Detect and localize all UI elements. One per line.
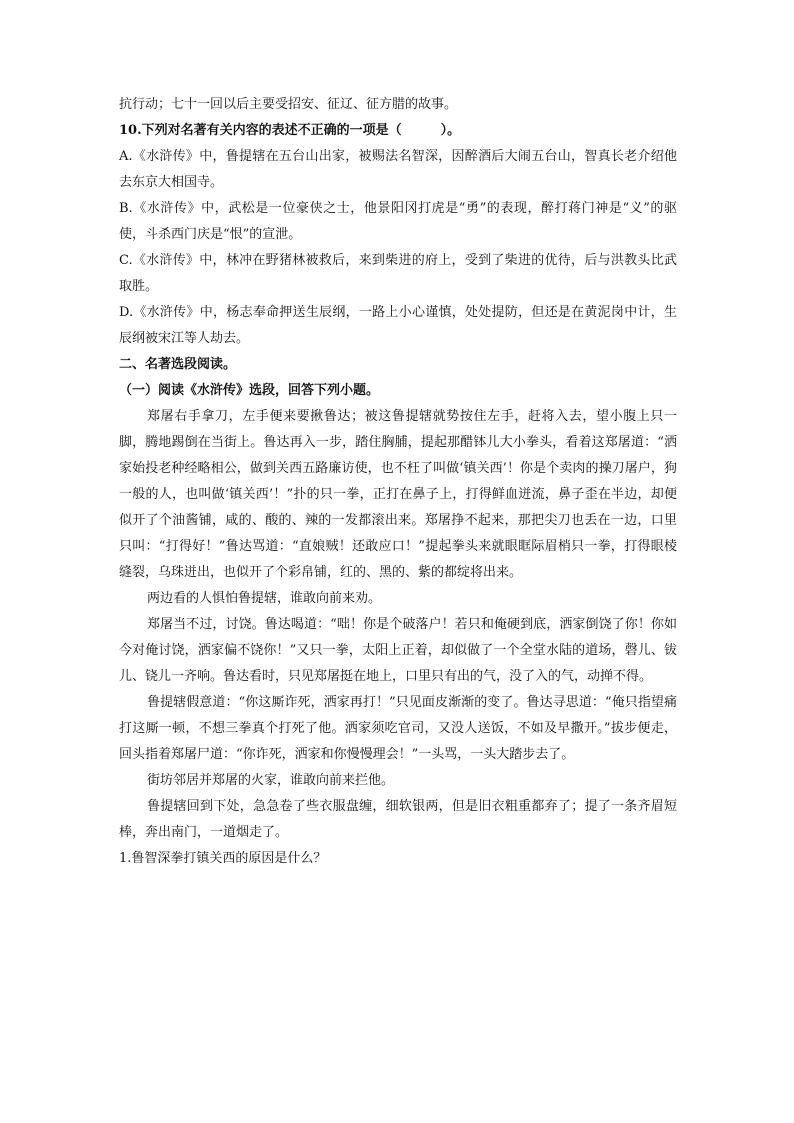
document-page [119,92,677,872]
section-2-heading: 二、名著选段阅读。 [119,357,237,372]
question-10-title: 10.下列对名著有关内容的表述不正确的一项是（ ）。 [119,123,461,138]
option-a: A.《水浒传》中，鲁提辖在五台山出家，被赐法名智深，因醉酒后大闹五台山，智真长老介绍他去东京大相国寺。 [119,149,677,190]
option-d: D.《水浒传》中，杨志奉命押送生辰纲，一路上小心谨慎，处处提防，但还是在黄泥岗中计，生辰纲被宋江等人劫去。 [119,305,677,346]
passage-paragraph-3: 郑屠当不过，讨饶。鲁达喝道：“咄！你是个破落户！若只和俺硬到底，洒家倒饶了你！你如今对俺讨饶，洒家偏不饶你！”又只一拳，太阳上正着，却似做了一个全堂水陆的道场，磬儿、钹儿、铙儿一齐响。鲁达看时，只见郑屠挺在地上，口里只有出的气，没了入的气，动掸不得。 [119,617,677,684]
passage-paragraph-1: 郑屠右手拿刀，左手便来要揪鲁达；被这鲁提辖就势按住左手，赶将入去，望小腹上只一脚，腾地踢倒在当街上。鲁达再入一步，踏住胸脯，提起那醋钵儿大小拳头，看着这郑屠道：“洒家始投老种经略相公，做到关西五路廉访使，也不枉了叫做‘镇关西’！你是个卖肉的操刀屠户，狗一般的人，也叫做‘镇关西’！”扑的只一拳，正打在鼻子上，打得鲜血迸流，鼻子歪在半边，却便似开了个油酱铺，咸的、酸的、辣的一发都滚出来。郑屠挣不起来，那把尖刀也丢在一边，口里只叫：“打得好！”鲁达骂道：“直娘贼！还敢应口！”提起拳头来就眼眶际眉梢只一拳，打得眼棱缝裂，乌珠迸出，也似开了个彩帛铺，红的、黑的、紫的都绽将出来。 [119,409,677,580]
intro-tail-line: 抗行动；七十一回以后主要受招安、征辽、征方腊的故事。 [119,97,458,112]
passage-paragraph-5: 街坊邻居并郑屠的火家，谁敢向前来拦他。 [147,773,395,788]
passage-paragraph-6: 鲁提辖回到下处，急急卷了些衣服盘缠，细软银两，但是旧衣粗重都弃了；提了一条齐眉短棒，奔出南门，一道烟走了。 [119,799,677,840]
passage-paragraph-4: 鲁提辖假意道：“你这厮诈死，洒家再打！”只见面皮渐渐的变了。鲁达寻思道：“俺只指望痛打这厮一顿，不想三拳真个打死了他。洒家须吃官司，又没人送饭，不如及早撒开。”拔步便走，回头指着郑屠尸道：“你诈死，洒家和你慢慢理会！”一头骂，一头大踏步去了。 [119,695,677,762]
option-b: B.《水浒传》中，武松是一位豪侠之士，他景阳冈打虎是“勇”的表现，醉打蒋门神是“义”的驱使，斗杀西门庆是“恨”的宣泄。 [119,201,677,242]
option-c: C.《水浒传》中，林冲在野猪林被救后，来到柴进的府上，受到了柴进的优待，后与洪教头比武取胜。 [119,253,677,294]
subsection-1-heading: （一）阅读《水浒传》选段，回答下列小题。 [119,383,380,398]
passage-paragraph-2: 两边看的人惧怕鲁提辖，谁敢向前来劝。 [147,591,382,606]
question-1: 1.鲁智深拳打镇关西的原因是什么？ [119,851,327,866]
